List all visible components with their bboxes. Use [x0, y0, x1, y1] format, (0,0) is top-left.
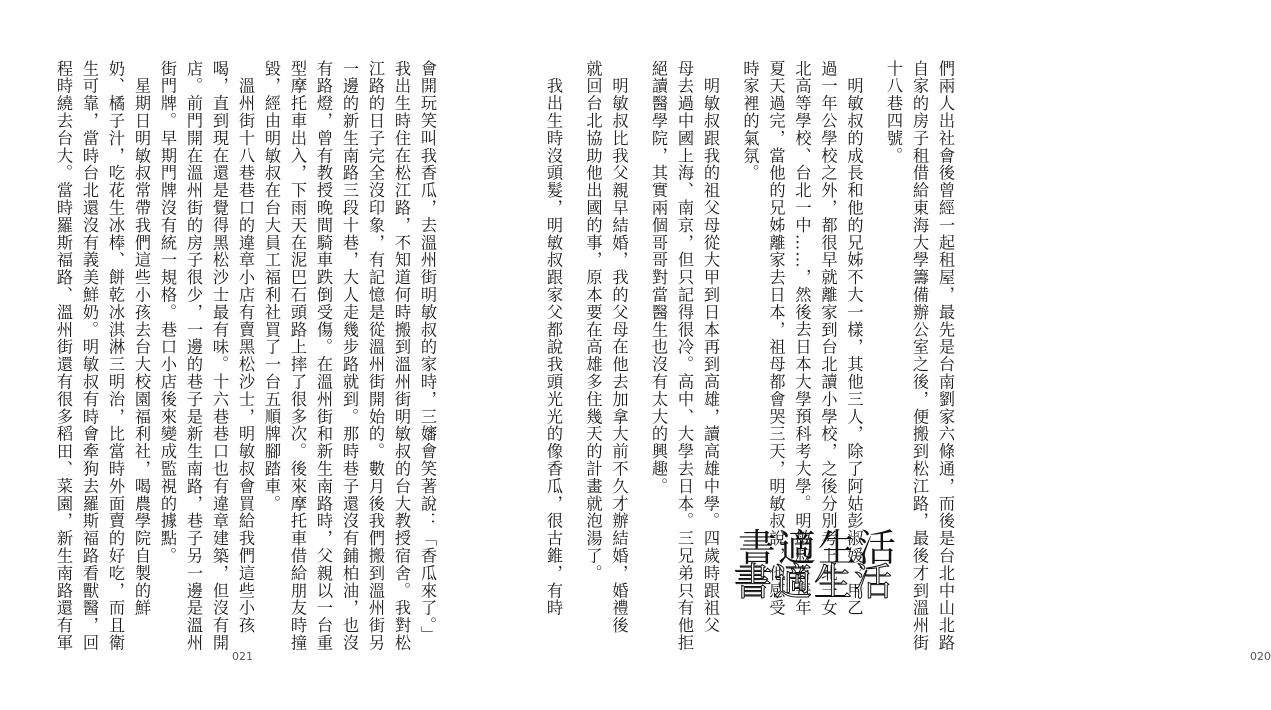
text-line: 過一年公學校之外，都很早就離家到台北讀小學校，之後分別考上北一女: [818, 60, 838, 617]
text-line: 會開玩笑叫我香瓜，去溫州街明敏叔的家時，三嬸會笑著說：「香瓜來了。」: [418, 60, 437, 644]
text-line: 自家的房子租借給東海大學籌備辦公室之後，便搬到松江路，最後才到溫州街: [910, 60, 929, 652]
right-page-number: 020: [1250, 650, 1271, 663]
text-line: 生可靠，當時台北還沒有義美鮮奶。明敏叔有時會牽狗去羅斯福路看獸醫，回: [80, 60, 99, 652]
text-line: 絕讀醫學院，其實兩個哥哥對當醫生也沒有太大的興趣。: [649, 60, 668, 495]
text-line: 店。前門開在溫州街的房子很少，一邊的巷子是新生南路，巷子另一邊是溫州: [184, 60, 203, 652]
right-page-text: [540, 60, 958, 652]
right-page: [500, 0, 1271, 710]
text-line: 就回台北協助他出國的事，原本要在高雄多住幾天的計畫就泡湯了。: [583, 60, 603, 582]
text-line: 程時繞去台大。當時羅斯福路、溫州街還有很多稻田、菜園，新生南路還有軍: [54, 60, 73, 652]
text-line: 溫州街十八巷巷口的違章小店有賣黑松沙士，明敏叔會買給我們這些小孩: [236, 60, 255, 635]
text-line: 們兩人出社會後曾經一起租屋，最先是台南劉家六條通，而後是台北中山北路: [936, 60, 955, 652]
text-line: 型摩托車出入，下雨天在泥巴石頭路上摔了很多次。後來摩托車借給朋友時撞: [288, 60, 307, 652]
text-line: 明敏叔比我父親早結婚，我的父母在他去加拿大前不久才辦結婚，婚禮後: [609, 60, 629, 635]
text-line: 江路的日子完全沒印象，有記憶是從溫州街開始的。數月後我們搬到溫州街另: [366, 60, 385, 652]
text-line: 我出生時沒頭髮，明敏叔跟家父都說我頭光光的像香瓜，很古錐，有時: [544, 60, 563, 617]
text-line: 母去過中國上海、南京，但只記得很冷。高中、大學去日本。三兄弟只有他拒: [675, 60, 694, 652]
text-line: 我出生時住在松江路，不知道何時搬到溫州街明敏叔的台大教授宿舍。我對松: [392, 60, 411, 652]
text-line: 星期日明敏叔常帶我們這些小孩去台大校園福利社，喝農學院自製的鮮: [132, 60, 151, 617]
text-line: 一邊的新生南路三段十巷，大人走幾步路就到。那時巷子還沒有鋪柏油，也沒: [340, 60, 359, 652]
watermark-text-outline: 書適生活: [734, 560, 895, 604]
text-line: 喝，直到現在還是覺得黑松沙士最有味。十六巷巷口也有違章建築，但沒有開: [210, 60, 229, 652]
text-line: 明敏叔的成長和他的兄姊不大一樣，其他三人，除了阿姑彭淑媛，甲乙: [844, 60, 864, 617]
left-page-text: [54, 60, 440, 652]
text-line: 時家裡的氣氛。: [740, 60, 760, 182]
text-line: 有路燈，曾有教授晚間騎車跌倒受傷。在溫州街和新生南路時，父親以一台重: [314, 60, 333, 652]
text-line: 明敏叔跟我的祖父母從大甲到日本再到高雄，讀高雄中學。四歲時跟祖父: [701, 60, 720, 635]
text-line: 毀，經由明敏叔在台大員工福利社買了一台五順牌腳踏車。: [262, 60, 281, 513]
text-line: 奶、橘子汁，吃花生冰棒、餅乾冰淇淋三明治，比當時外面賣的好吃，而且衛: [106, 60, 125, 652]
text-line: 北高等學校、台北一中……，然後去日本大學預科考大學。明敏叔有每年: [792, 60, 812, 617]
text-line: 十八巷四號。: [884, 60, 903, 165]
left-page: [0, 0, 500, 710]
text-line: 街門牌。早期門牌沒有統一規格。巷口小店後來變成監視的據點。: [158, 60, 177, 565]
watermark-text: 書適生活: [738, 526, 899, 570]
text-line: 夏天過完，當他的兄姊離家去日本，祖母都會哭三天，明敏叔說，他感受: [766, 60, 786, 617]
left-page-number: 021: [232, 650, 253, 663]
